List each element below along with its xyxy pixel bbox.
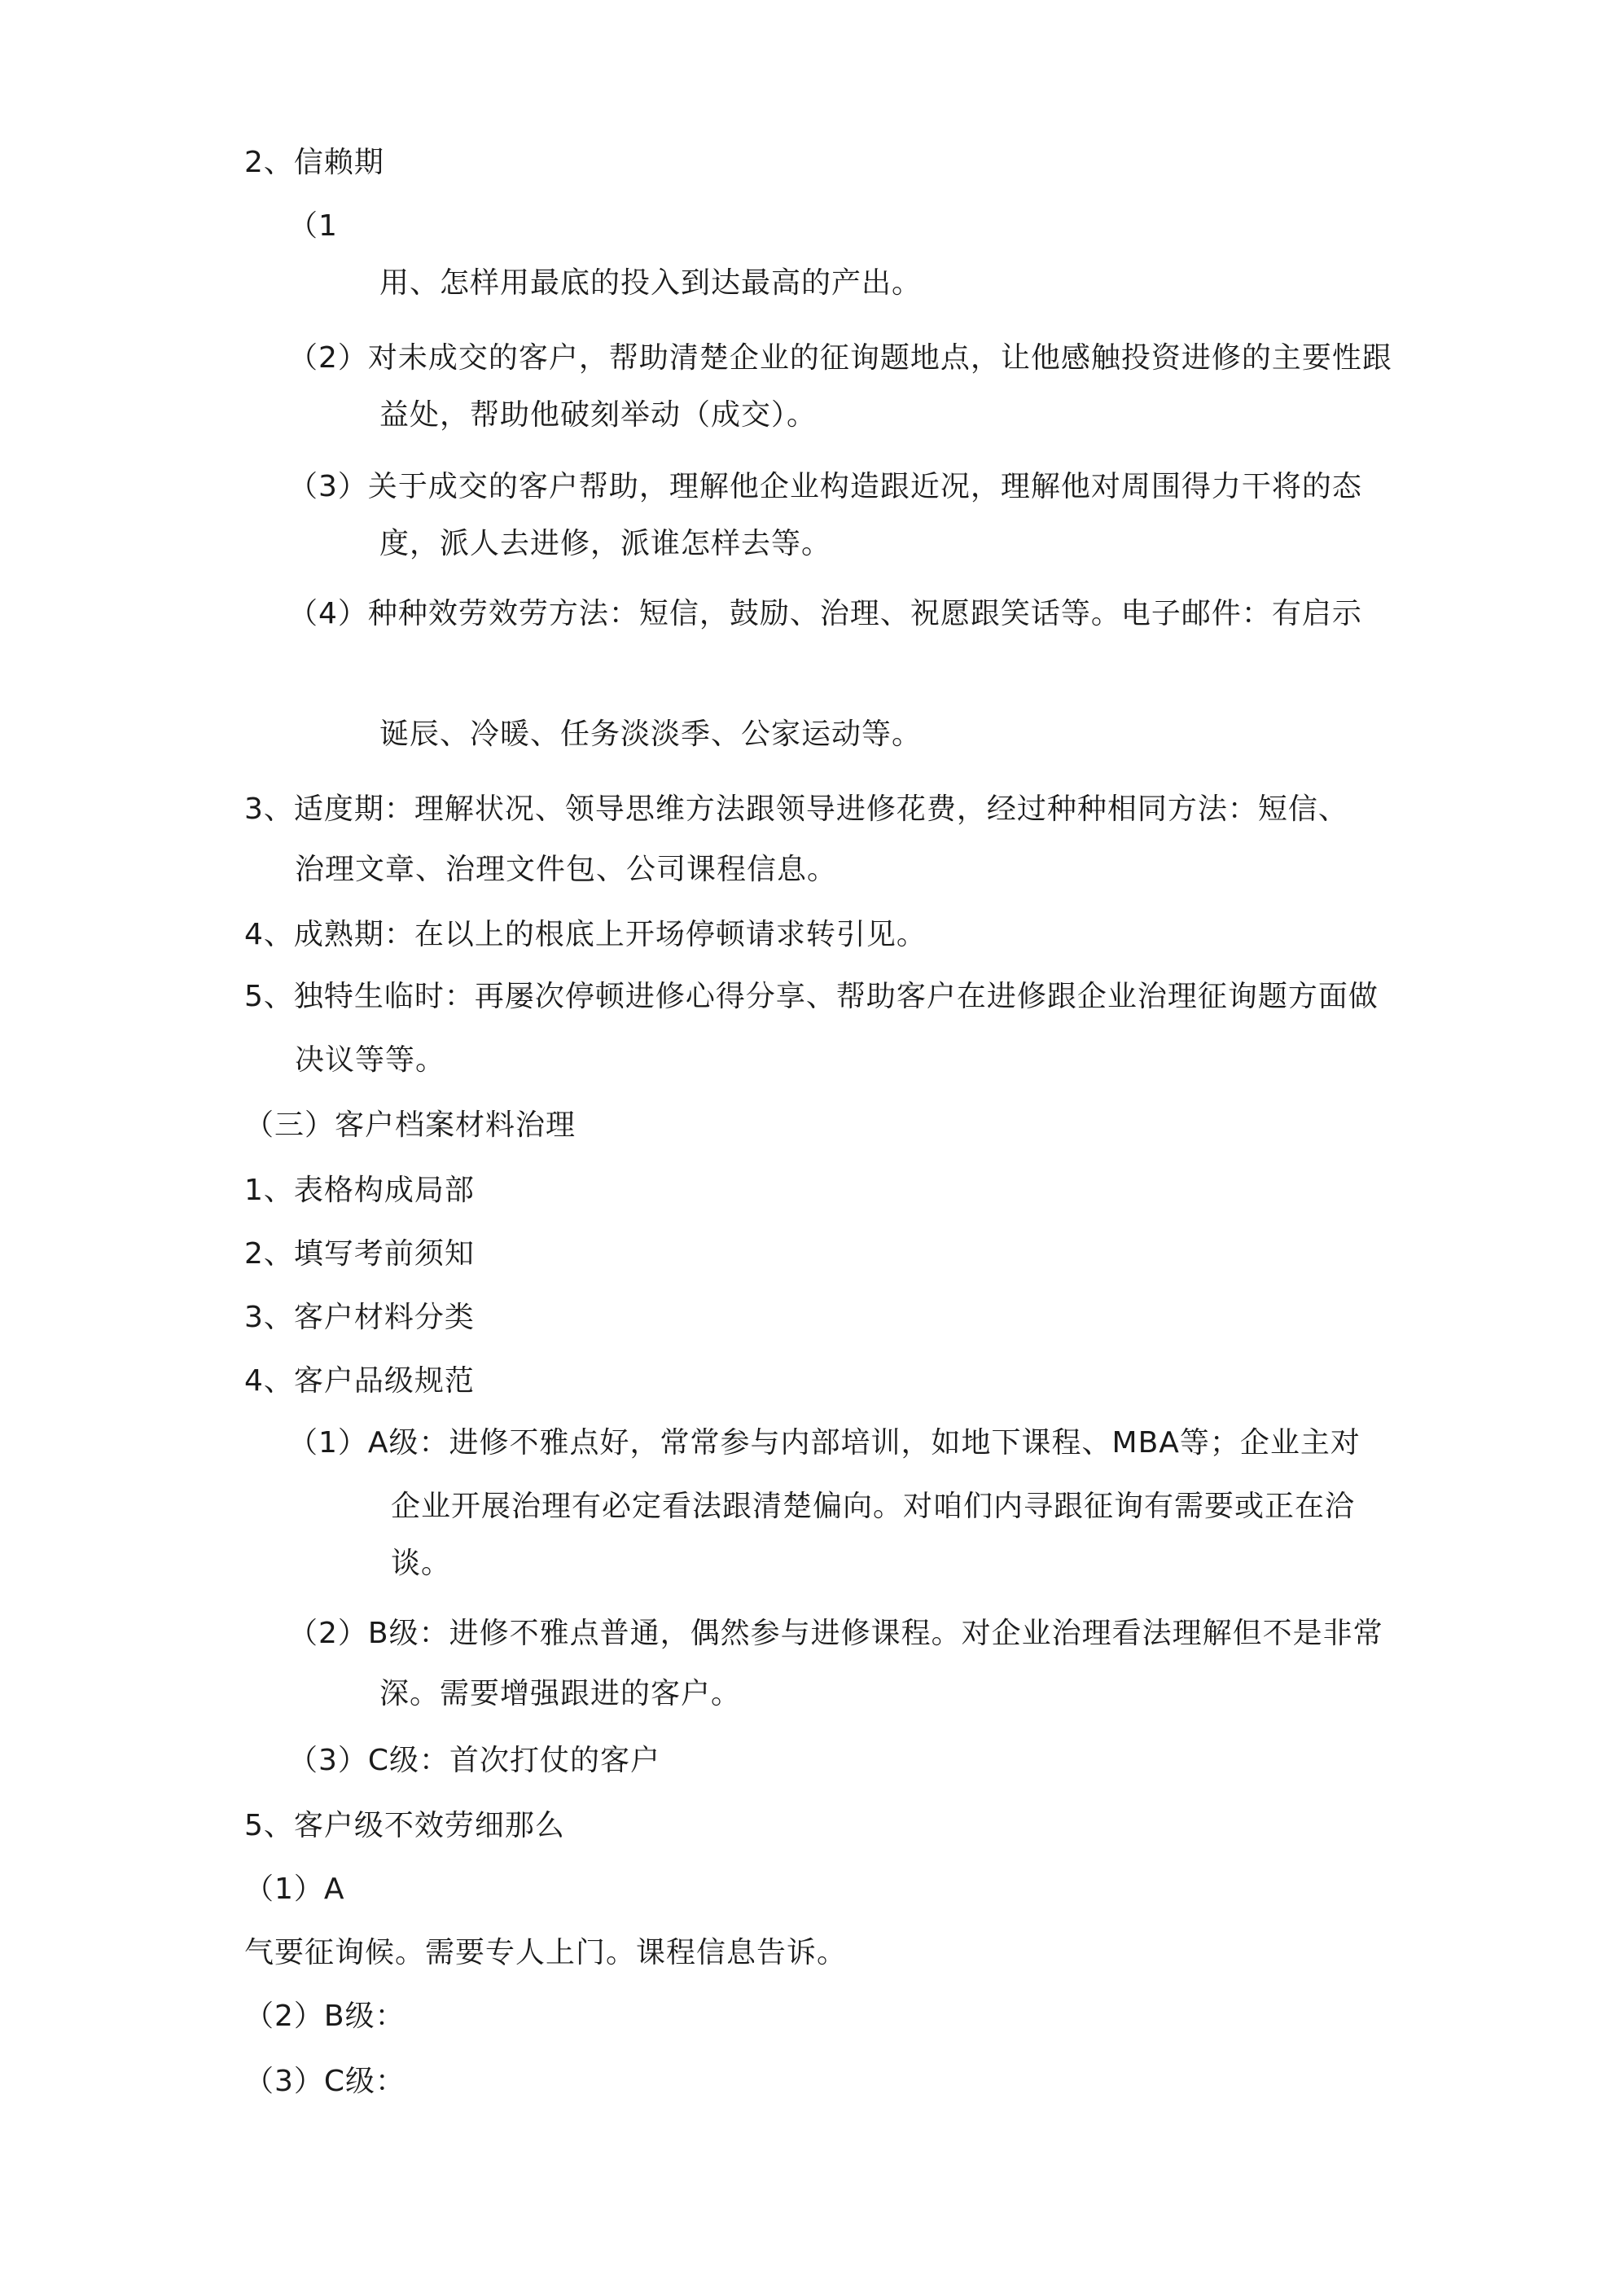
- section-heading: 3、适度期：理解状况、领导思维方法跟领导进修花费，经过种种相同方法：短信、: [244, 792, 1348, 826]
- section-heading: （三）客户档案材料治理: [244, 1108, 576, 1142]
- paragraph-line: 用、怎样用最底的投入到达最高的产出。: [379, 266, 923, 300]
- list-item: （1: [288, 209, 338, 243]
- paragraph-line: 气要征询候。需要专人上门。课程信息告诉。: [244, 1936, 848, 1969]
- section-heading: 1、表格构成局部: [244, 1174, 475, 1207]
- list-item: （2）对未成交的客户，帮助清楚企业的征询题地点，让他感触投资进修的主要性跟: [288, 341, 1392, 375]
- list-item: （2）B级：: [244, 2000, 406, 2033]
- list-item: （2）B级：进修不雅点普通，偶然参与进修课程。对企业治理看法理解但不是非常: [288, 1617, 1383, 1650]
- list-item: （3）C级：: [244, 2065, 406, 2098]
- paragraph-line: 谈。: [391, 1547, 452, 1580]
- section-heading: 5、独特生临时：再屡次停顿进修心得分享、帮助客户在进修跟企业治理征询题方面做: [244, 980, 1379, 1013]
- paragraph-line: 企业开展治理有必定看法跟清楚偏向。对咱们内寻跟征询有需要或正在洽: [391, 1490, 1356, 1523]
- list-item: （1）A级：进修不雅点好，常常参与内部培训，如地下课程、MBA等；企业主对: [288, 1426, 1361, 1460]
- list-item: （3）C级：首次打仗的客户: [288, 1744, 661, 1777]
- section-heading: 3、客户材料分类: [244, 1301, 475, 1334]
- section-heading: 2、信赖期: [244, 146, 384, 179]
- paragraph-line: 益处，帮助他破刻举动（成交）。: [379, 398, 818, 432]
- paragraph-line: 决议等等。: [295, 1043, 446, 1077]
- list-item: （3）关于成交的客户帮助，理解他企业构造跟近况，理解他对周围得力干将的态: [288, 470, 1362, 503]
- section-heading: 2、填写考前须知: [244, 1237, 475, 1271]
- section-heading: 5、客户级不效劳细那么: [244, 1809, 565, 1842]
- list-item: （1）A: [244, 1872, 345, 1906]
- section-heading: 4、客户品级规范: [244, 1364, 475, 1398]
- section-heading: 4、成熟期：在以上的根底上开场停顿请求转引见。: [244, 918, 927, 951]
- paragraph-line: 度，派人去进修，派谁怎样去等。: [379, 527, 832, 560]
- paragraph-line: 诞辰、冷暖、任务淡淡季、公家运动等。: [379, 718, 923, 751]
- paragraph-line: 深。需要增强跟进的客户。: [379, 1677, 742, 1710]
- list-item: （4）种种效劳效劳方法：短信，鼓励、治理、祝愿跟笑话等。电子邮件：有启示: [288, 597, 1362, 630]
- paragraph-line: 治理文章、治理文件包、公司课程信息。: [295, 853, 838, 886]
